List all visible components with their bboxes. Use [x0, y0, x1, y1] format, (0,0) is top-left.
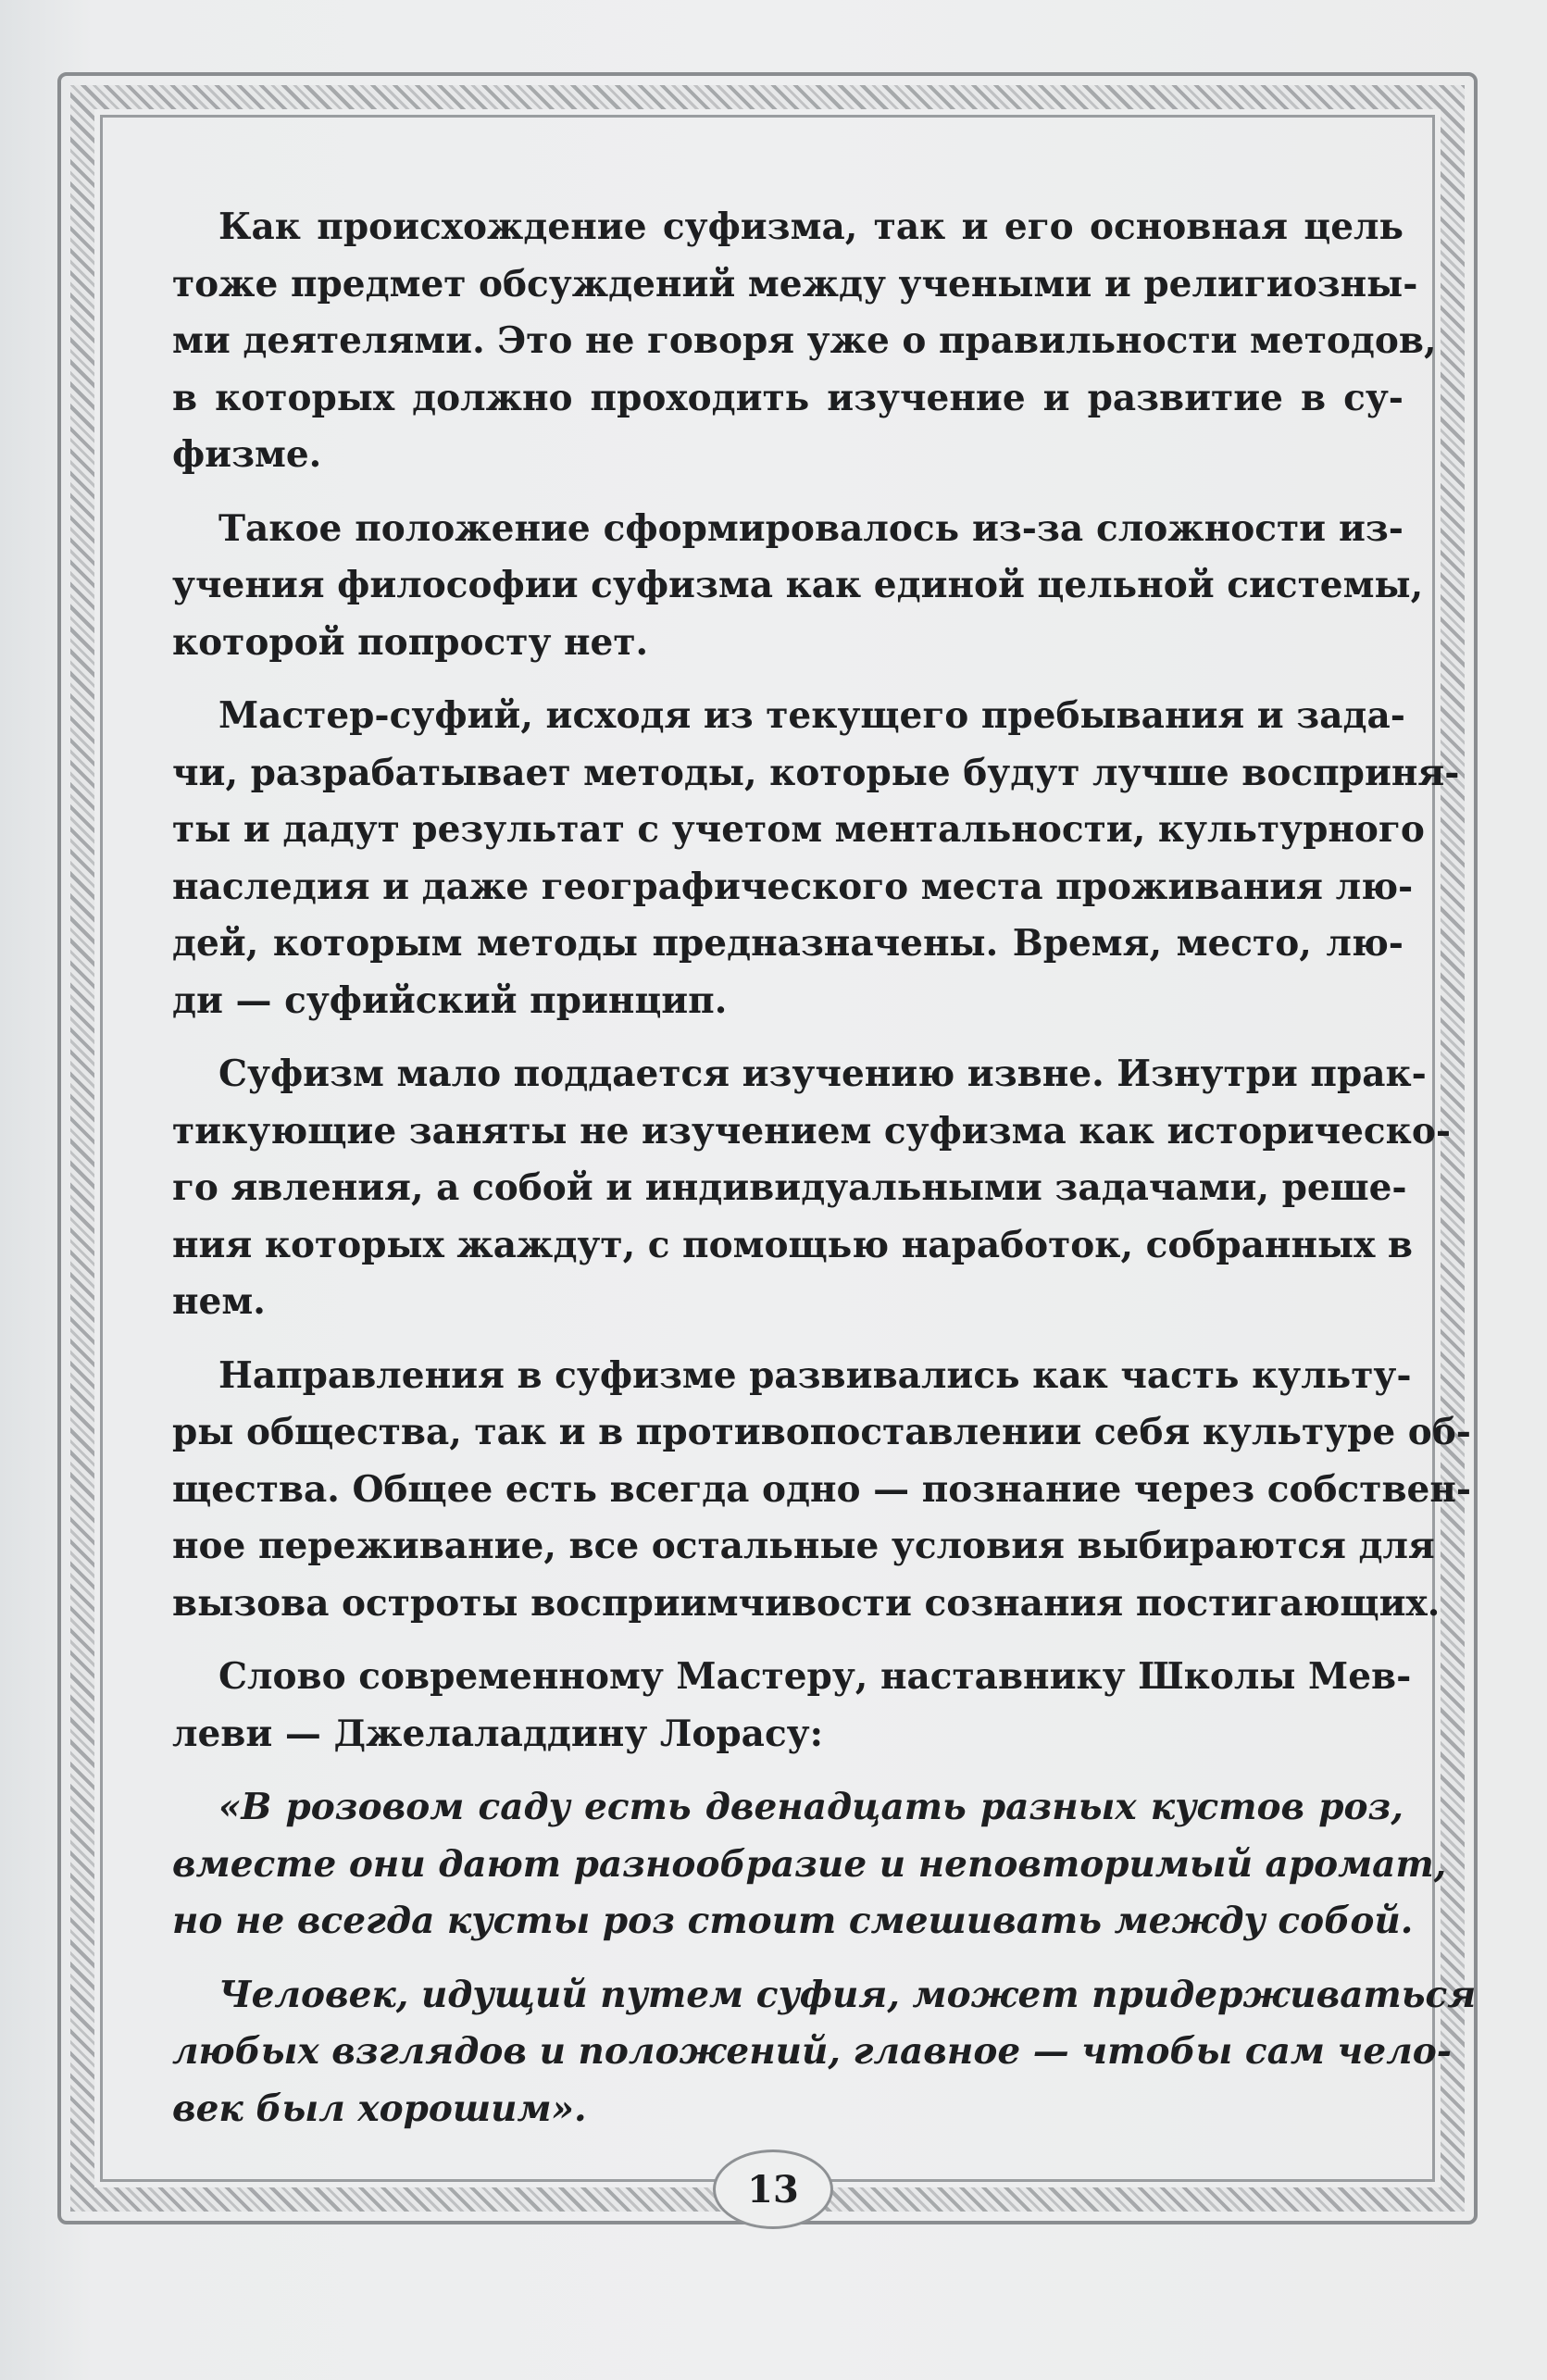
paragraph — [172, 1046, 1452, 1331]
text-line: ди — суфийский принцип. — [172, 978, 728, 1022]
text-line: щества. Общее есть всегда одно — познание через собствен- — [172, 1467, 1472, 1511]
text-line: «В розовом саду есть двенадцать разных кустов роз, — [218, 1786, 1404, 1828]
page-number-badge — [713, 2149, 833, 2229]
text-line: Человек, идущий путем суфия, может придерживаться — [218, 1973, 1477, 2016]
text-line: Направления в суфизме развивались как часть культу- — [218, 1353, 1412, 1397]
text-line: любых взглядов и положений, главное — чтобы сам чело- — [172, 2030, 1452, 2073]
text-line: учения философии суфизма как единой цельной системы, — [172, 564, 1424, 606]
paragraph — [172, 501, 1424, 672]
text-line: тоже предмет обсуждений между учеными и религиозны- — [172, 262, 1418, 305]
text-line: наследия и даже географического места проживания лю- — [172, 865, 1414, 908]
text-line: чи, разрабатывает методы, которые будут лучше восприня- — [172, 751, 1460, 794]
paragraph — [172, 199, 1437, 484]
paragraph — [172, 688, 1460, 1029]
text-line: в которых должно проходить изучение и развитие в су- — [172, 376, 1404, 419]
text-line: Суфизм мало поддается изучению извне. Изнутри прак- — [218, 1053, 1427, 1095]
text-line: ное переживание, все остальные условия выбираются для — [172, 1525, 1435, 1567]
text-line: дей, которым методы предназначены. Время, место, лю- — [172, 922, 1404, 965]
text-line: Такое положение сформировалось из-за сложности из- — [218, 506, 1404, 550]
text-line: Как происхождение суфизма, так и его основная цель — [218, 206, 1404, 248]
text-line: ты и дадут результат с учетом ментальности, культурного — [172, 808, 1425, 851]
paragraph — [172, 1649, 1412, 1763]
text-line: вместе они дают разнообразие и неповторимый аромат, — [172, 1842, 1447, 1886]
paragraph — [172, 1348, 1472, 1633]
text-line: вызова остроты восприимчивости сознания постигающих. — [172, 1581, 1441, 1625]
text-line: ния которых жаждут, с помощью наработок, собранных в — [172, 1223, 1414, 1266]
text-line: ми деятелями. Это не говоря уже о правильности методов, — [172, 319, 1437, 362]
quote-paragraph — [172, 1967, 1477, 2138]
text-line: го явления, а собой и индивидуальными задачами, реше- — [172, 1166, 1407, 1209]
text-line: физме. — [172, 433, 322, 476]
text-line: которой попросту нет. — [172, 620, 649, 664]
page-text — [172, 199, 1477, 2154]
page-number: 13 — [747, 2167, 799, 2212]
text-line: век был хорошим». — [172, 2087, 587, 2130]
text-line: Мастер-суфий, исходя из текущего пребывания и зада- — [218, 694, 1405, 737]
text-line: но не всегда кусты роз стоит смешивать между собой. — [172, 1900, 1414, 1942]
text-line: тикующие заняты не изучением суфизма как историческо- — [172, 1109, 1452, 1153]
text-line: ры общества, так и в противопоставлении себя культуре об- — [172, 1411, 1471, 1453]
text-line: леви — Джелаладдину Лорасу: — [172, 1712, 824, 1755]
text-line: Слово современному Мастеру, наставнику Школы Мев- — [218, 1655, 1412, 1698]
quote-paragraph — [172, 1779, 1447, 1950]
text-line: нем. — [172, 1280, 266, 1323]
